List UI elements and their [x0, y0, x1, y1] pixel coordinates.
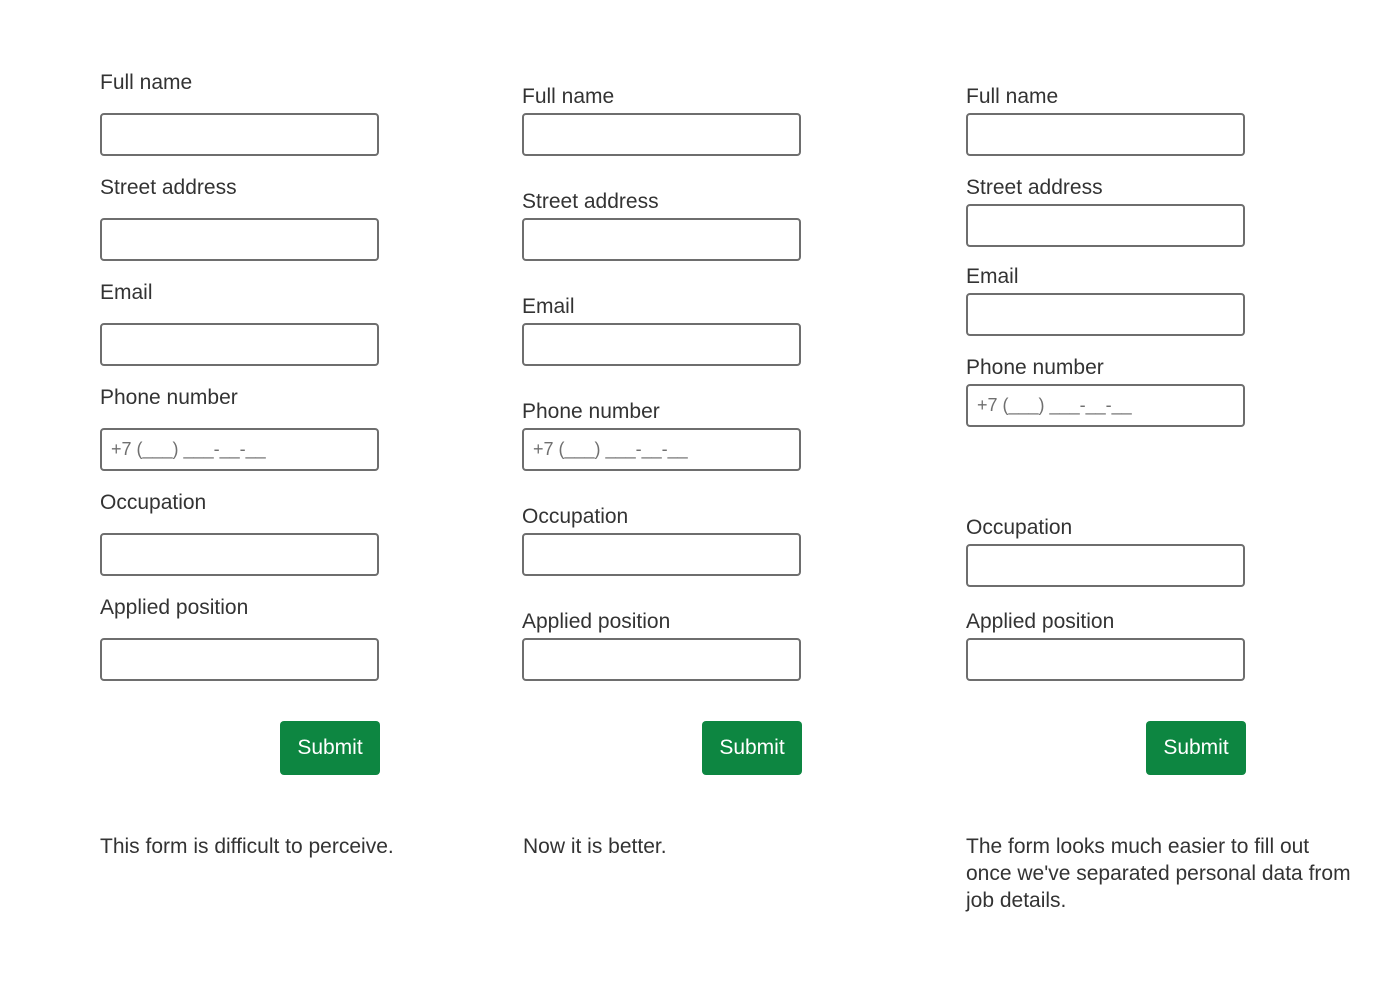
occupation-input[interactable] [966, 544, 1245, 587]
phone-number-label: Phone number [100, 386, 238, 409]
street-address-input[interactable] [966, 204, 1245, 247]
full-name-label: Full name [966, 85, 1059, 108]
street-address-label: Street address [966, 176, 1103, 199]
form-caption: Now it is better. [523, 835, 667, 858]
applied-position-label: Applied position [522, 610, 671, 633]
occupation-label: Occupation [966, 516, 1073, 539]
street-address-label: Street address [100, 176, 237, 199]
email-label: Email [522, 295, 575, 318]
occupation-label: Occupation [522, 505, 629, 528]
full-name-input[interactable] [966, 113, 1245, 156]
submit-button[interactable]: Submit [1146, 721, 1246, 775]
phone-number-input[interactable] [966, 384, 1245, 427]
phone-number-label: Phone number [966, 356, 1104, 379]
form-caption: The form looks much easier to fill out once we've separated personal data from job details. [966, 835, 1351, 912]
full-name-label: Full name [100, 71, 193, 94]
applied-position-label: Applied position [966, 610, 1115, 633]
form-caption: This form is difficult to perceive. [100, 835, 394, 858]
applied-position-input[interactable] [966, 638, 1245, 681]
phone-number-label: Phone number [522, 400, 660, 423]
street-address-label: Street address [522, 190, 659, 213]
full-name-label: Full name [522, 85, 615, 108]
applied-position-label: Applied position [100, 596, 249, 619]
email-label: Email [100, 281, 153, 304]
submit-button[interactable]: Submit [702, 721, 802, 775]
submit-button[interactable]: Submit [280, 721, 380, 775]
email-input[interactable] [966, 293, 1245, 336]
occupation-label: Occupation [100, 491, 207, 514]
email-label: Email [966, 265, 1019, 288]
